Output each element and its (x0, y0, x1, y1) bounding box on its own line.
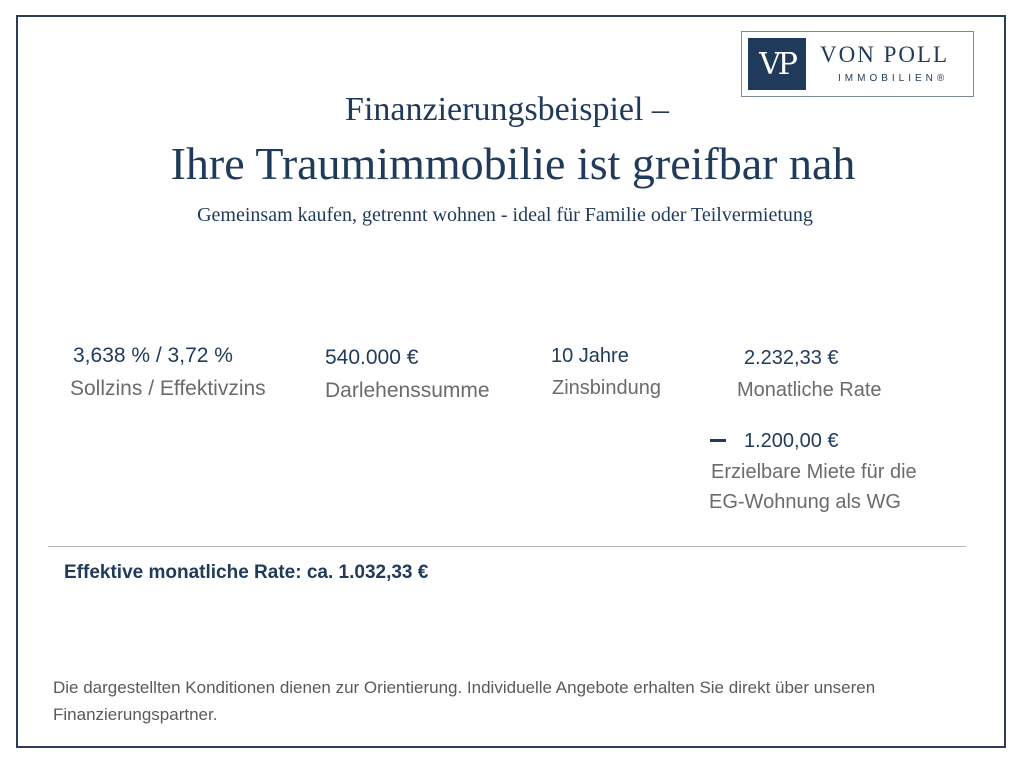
logo-subline: IMMOBILIEN® (838, 73, 949, 84)
heading-line-1: Finanzierungsbeispiel – (345, 91, 669, 128)
effective-monthly-rate: Effektive monatliche Rate: ca. 1.032,33 € (64, 562, 429, 583)
minus-icon (710, 439, 726, 442)
von-poll-logo (741, 31, 974, 97)
logo-name: VON POLL (820, 42, 950, 67)
monthly-rate-value: 2.232,33 € (744, 347, 839, 369)
heading-line-2: Ihre Traumimmobilie ist greifbar nah (170, 138, 856, 189)
loan-label: Darlehenssumme (325, 379, 490, 402)
divider (48, 546, 966, 547)
fixed-term-value: 10 Jahre (551, 345, 629, 367)
subtitle: Gemeinsam kaufen, getrennt wohnen - ideal für Familie oder Teilvermietung (197, 204, 813, 226)
fixed-term-label: Zinsbindung (552, 377, 661, 399)
loan-value: 540.000 € (325, 346, 419, 369)
rent-value: 1.200,00 € (744, 430, 839, 452)
interest-value: 3,638 % / 3,72 % (73, 344, 233, 367)
monthly-rate-label: Monatliche Rate (737, 379, 882, 401)
logo-mark: VP (748, 38, 806, 90)
disclaimer: Die dargestellten Konditionen dienen zur Orientierung. Individuelle Angebote erhalten Sie direkt über unseren Finanzierungspartner. (53, 678, 876, 724)
rent-label-line-2: EG-Wohnung als WG (709, 491, 901, 513)
interest-label: Sollzins / Effektivzins (70, 377, 266, 400)
rent-label-line-1: Erzielbare Miete für die (711, 461, 917, 483)
